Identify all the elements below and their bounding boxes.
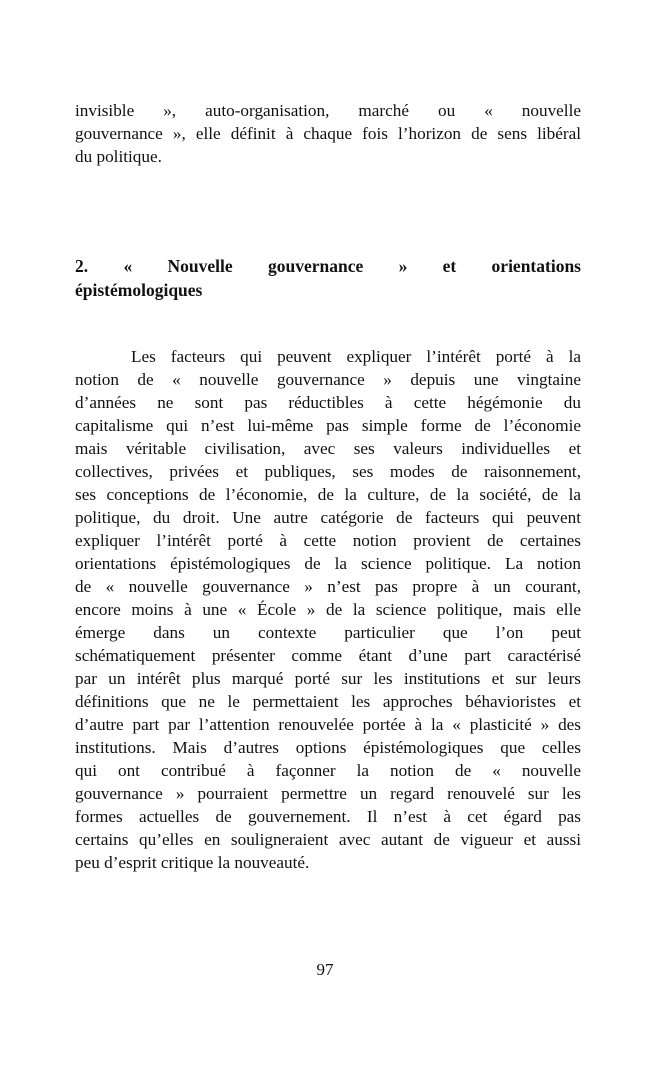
text-line: peu d’esprit critique la nouveauté.	[75, 853, 310, 872]
text-line: capitalisme qui n’est lui-même pas simple forme de l’économie	[75, 416, 581, 435]
paragraph-continuation	[75, 99, 581, 168]
text-line: du politique.	[75, 147, 162, 166]
text-line: qui ont contribué à façonner la notion de « nouvelle	[75, 761, 581, 780]
text-line: invisible », auto-organisation, marché ou « nouvelle	[75, 101, 581, 120]
page-number: 97	[316, 960, 334, 979]
text-line: institutions. Mais d’autres options épistémologiques que celles	[75, 738, 581, 757]
text-line: mais véritable civilisation, avec ses valeurs individuelles et	[75, 439, 581, 458]
section-heading	[75, 254, 581, 302]
text-line: orientations épistémologiques de la science politique. La notion	[75, 554, 581, 573]
text-line: schématiquement présenter comme étant d’une part caractérisé	[75, 646, 581, 665]
text-line: certains qu’elles en souligneraient avec autant de vigueur et aussi	[75, 830, 581, 849]
text-line: politique, du droit. Une autre catégorie de facteurs qui peuvent	[75, 508, 581, 527]
text-line: gouvernance », elle définit à chaque fois l’horizon de sens libéral	[75, 124, 581, 143]
text-line: d’années ne sont pas réductibles à cette hégémonie du	[75, 393, 581, 412]
text-line: définitions que ne le permettaient les approches béhavioristes et	[75, 692, 581, 711]
text-line: encore moins à une « École » de la science politique, mais elle	[75, 600, 581, 619]
text-line: d’autre part par l’attention renouvelée portée à la « plasticité » des	[75, 715, 581, 734]
text-line: émerge dans un contexte particulier que l’on peut	[75, 623, 581, 642]
text-line: expliquer l’intérêt porté à cette notion provient de certaines	[75, 531, 581, 550]
text-line: gouvernance » pourraient permettre un regard renouvelé sur les	[75, 784, 581, 803]
text-line: Les facteurs qui peuvent expliquer l’intérêt porté à la	[131, 347, 581, 366]
text-line: ses conceptions de l’économie, de la culture, de la société, de la	[75, 485, 581, 504]
heading-line: épistémologiques	[75, 280, 203, 300]
text-line: de « nouvelle gouvernance » n’est pas propre à un courant,	[75, 577, 581, 596]
body-paragraph	[75, 345, 581, 874]
text-line: collectives, privées et publiques, ses modes de raisonnement,	[75, 462, 581, 481]
text-line: notion de « nouvelle gouvernance » depuis une vingtaine	[75, 370, 581, 389]
text-line: par un intérêt plus marqué porté sur les institutions et sur leurs	[75, 669, 581, 688]
heading-line: 2. « Nouvelle gouvernance » et orientations	[75, 256, 581, 276]
text-line: formes actuelles de gouvernement. Il n’est à cet égard pas	[75, 807, 581, 826]
